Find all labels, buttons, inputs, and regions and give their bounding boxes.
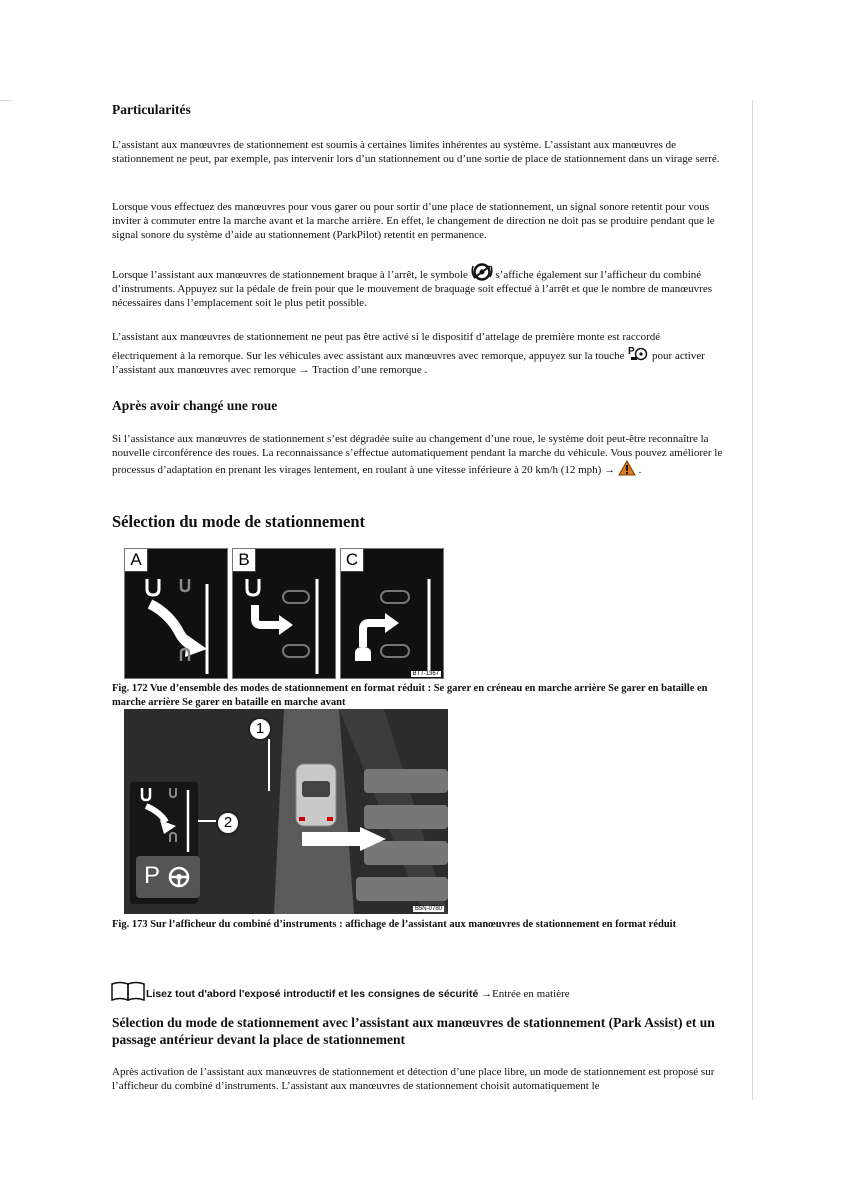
fig172-panel-a-label: A [125,549,148,572]
callout-2: 2 [216,811,240,835]
fig172-code: BTT-1367 [412,671,439,677]
fig172-panel-b-label: B [233,549,256,572]
fig173-code: B5N-0780 [414,906,442,912]
fig172-caption: Fig. 172 Vue d’ensemble des modes de stationnement en format réduit : Se garer en créneau en marche arrière Se garer en bataille en marche arrière Se garer en bataille en marche avant [112,683,708,708]
paragraph-wheel-change-end: . [638,464,642,476]
paragraph-trailer-end: pour activer l’assistant aux manœuvres avec remorque → Traction d’une remorque . [112,350,705,376]
section-particularites [112,102,724,118]
heading-selection-mode: Sélection du mode de stationnement [112,512,365,531]
paragraph-trailer-start: L’assistant aux manœuvres de stationnement ne peut pas être activé si le dispositif d’attelage de première monte est raccordé électriquement à la remorque. Sur les véhicules avec assistant aux manœuvres avec remorque, appuyez sur la touche [112,331,661,362]
paragraph-steering-symbol [112,263,724,310]
safety-note-text: Lisez tout d'abord l'exposé introductif et les consignes de sécurité [146,988,479,1000]
paragraph-trailer [112,330,724,377]
fig173-caption: Fig. 173 Sur l’afficheur du combiné d’instruments : affichage de l’assistant aux manœuvres de stationnement en format réduit [112,919,677,930]
heading-particularites: Particularités [112,102,191,117]
paragraph-limits: L’assistant aux manœuvres de stationnement est soumis à certaines limites inhérentes au système. L’assistant aux manœuvres de stationnement ne peut, par exemple, pas intervenir lors d’un stationnement ou d’une sortie de place de stationnement dans un virage serré. [112,139,720,165]
callout-1: 1 [248,717,272,741]
open-book-icon [110,981,146,1001]
paragraph-wheel-change [112,432,724,477]
trailer-assist-key-icon [627,344,649,362]
park-assist-badge [136,856,200,898]
paragraph-wheel-change-text: Si l’assistance aux manœuvres de stationnement s’est dégradée suite au changement d’une roue, le système doit peut-être reconnaître la nouvelle circonférence des roues. La reconnaissance s’effectue automatiquement pendant la marche du véhicule. Vous pouvez améliorer le processus d’adaptation en prenant les virages lentement, en roulant à une vitesse inférieure à 20 km/h (12 mph) → [112,433,723,476]
paragraph-steering-symbol-start: Lorsque l’assistant aux manœuvres de stationnement braque à l’arrêt, le symbole [112,269,468,281]
fig172-panel-c-label: C [341,549,364,572]
parallel-reverse-parking-icon [125,549,227,678]
car-icon [296,764,336,826]
fig172-panel-c [340,548,444,679]
fig172-panel-a [124,548,228,679]
heading-park-assist-mode: Sélection du mode de stationnement avec l’assistant aux manœuvres de stationnement (Park Assist) et un passage antérieur devant la place de stationnement [112,1015,715,1047]
paragraph-steering-symbol-end: s’affiche également sur l’afficheur du combiné d’instruments. Appuyez sur la pédale de frein pour que le mouvement de braquage soit effectué à l’arrêt et que le nombre de manœuvres nécessaires dans l’emplacement soit le plus petit possible. [112,269,712,309]
park-assist-badge-letter: P [144,862,161,889]
fig172-panel-b [232,548,336,679]
perpendicular-forward-parking-icon [341,549,443,678]
safety-note-link[interactable]: →Entrée en matière [481,988,570,1000]
steering-stop-icon [471,263,493,281]
safety-note [110,981,722,1001]
paragraph-signal: Lorsque vous effectuez des manœuvres pour vous garer ou pour sortir d’une place de stationnement, un signal sonore retentit pour vous inviter à commuter entre la marche avant et la marche arrière. En effet, le changement de direction ne doit pas se produire pendant que le signal sonore du système d’aide au stationnement (ParkPilot) retentit en permanence. [112,201,715,241]
figure-173 [124,709,448,914]
svg-text:P: P [628,346,635,357]
perpendicular-reverse-parking-icon [233,549,335,678]
warning-triangle-icon [618,460,636,476]
steering-wheel-icon [168,866,190,888]
paragraph-mode-proposal: Après activation de l’assistant aux manœuvres de stationnement et détection d’une place libre, un mode de stationnement est proposé sur l’afficheur du combiné d’instruments. L’assistant aux manœuvres de stationnement choisit automatiquement le [112,1066,715,1092]
figure-172 [124,548,448,679]
heading-apres-roue: Après avoir changé une roue [112,398,278,413]
